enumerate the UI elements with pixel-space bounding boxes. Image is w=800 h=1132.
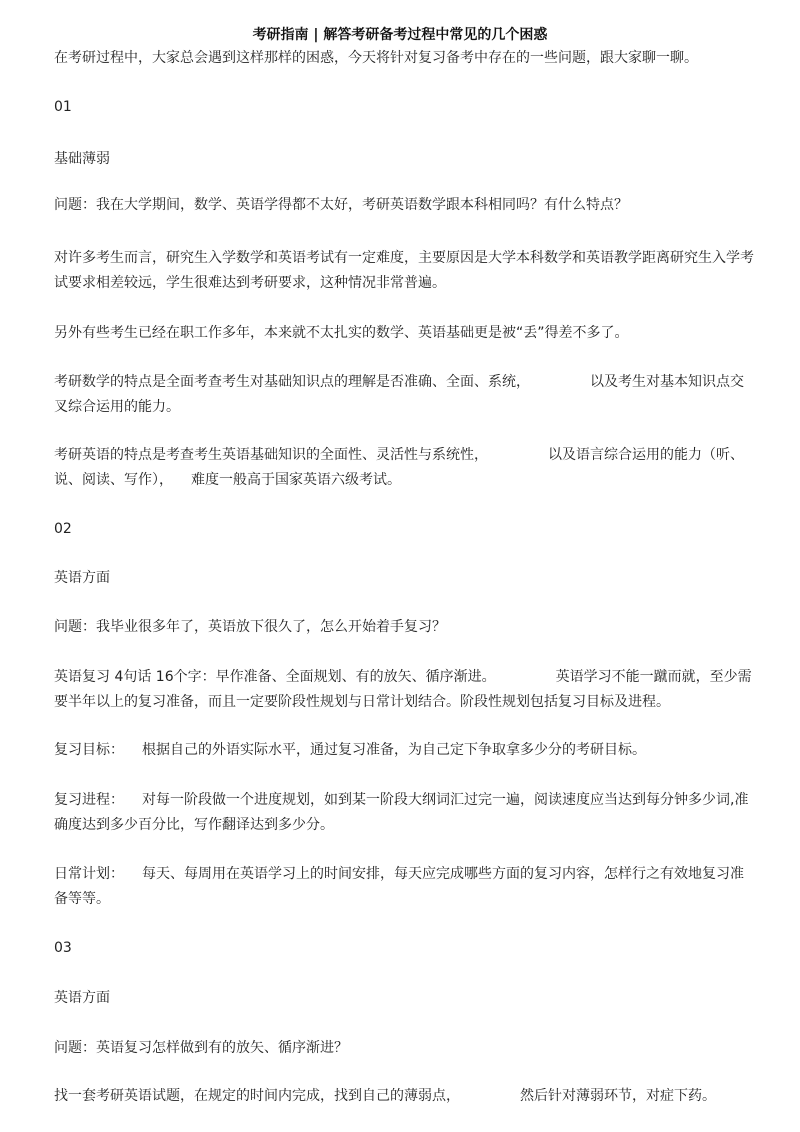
body-paragraph	[54, 370, 754, 420]
section-heading: 英语方面	[54, 570, 110, 586]
question-paragraph: 问题：英语复习怎样做到有的放矢、循序渐进？	[54, 1040, 348, 1056]
section-number: 02	[54, 521, 72, 537]
body-text: 然后针对薄弱环节，对症下药。	[520, 1088, 716, 1104]
body-paragraph	[54, 862, 754, 912]
body-paragraph	[54, 1084, 754, 1109]
body-paragraph	[54, 443, 754, 493]
section-heading: 英语方面	[54, 990, 110, 1006]
body-text: 考研英语的特点是考查考生英语基础知识的全面性、灵活性与系统性，	[54, 447, 488, 463]
body-paragraph	[54, 738, 754, 763]
intro-paragraph: 在考研过程中，大家总会遇到这样那样的困惑，今天将针对复习备考中存在的一些问题，跟大家聊一聊。	[54, 50, 698, 66]
progress-label: 复习进程：	[54, 792, 124, 808]
section-number: 01	[54, 99, 72, 115]
section-number: 03	[54, 940, 72, 956]
body-text: 根据自己的外语实际水平，通过复习准备，为自己定下争取拿多少分的考研目标。	[142, 742, 646, 758]
question-paragraph: 问题：我在大学期间，数学、英语学得都不太好，考研英语数学跟本科相同吗？有什么特点？	[54, 197, 628, 213]
body-paragraph: 另外有些考生已经在职工作多年，本来就不太扎实的数学、英语基础更是被“丢”得差不多了。	[54, 325, 629, 341]
goal-label: 复习目标：	[54, 742, 124, 758]
body-text: 英语学习不能一蹴而就，至少需要半年以上的复习准备，而且一定要阶段性规划与日常计划结合。阶段性规划包括复习目标及进程。	[54, 669, 752, 710]
section-heading: 基础薄弱	[54, 151, 110, 167]
body-paragraph	[54, 665, 754, 715]
body-paragraph: 对许多考生而言，研究生入学数学和英语考试有一定难度，主要原因是大学本科数学和英语教学距离研究生入学考试要求相差较远，学生很难达到考研要求，这种情况非常普遍。	[54, 250, 754, 291]
body-text: 难度一般高于国家英语六级考试。	[191, 472, 401, 488]
body-text: 考研数学的特点是全面考查考生对基础知识点的理解是否准确、全面、系统，	[54, 374, 530, 390]
question-paragraph: 问题：我毕业很多年了，英语放下很久了，怎么开始着手复习？	[54, 619, 446, 635]
body-text: 以及语言综合运用的能力（听、说、阅读、写作），	[54, 447, 744, 488]
body-text: 每天、每周用在英语学习上的时间安排，每天应完成哪些方面的复习内容，怎样行之有效地复习准备等等。	[54, 866, 744, 907]
body-text: 以及考生对基本知识点交叉综合运用的能力。	[54, 374, 744, 415]
body-text: 对每一阶段做一个进度规划，如到某一阶段大纲词汇过完一遍，阅读速度应当达到每分钟多少词,准确度达到多少百分比，写作翻译达到多少分。	[54, 792, 749, 833]
daily-label: 日常计划：	[54, 866, 124, 882]
body-paragraph	[54, 788, 754, 838]
page-title: 考研指南 | 解答考研备考过程中常见的几个困惑	[252, 27, 548, 43]
body-text: 英语复习 4句话 16个字：早作准备、全面规划、有的放矢、循序渐进。	[54, 669, 496, 685]
body-text: 找一套考研英语试题，在规定的时间内完成，找到自己的薄弱点，	[54, 1088, 460, 1104]
